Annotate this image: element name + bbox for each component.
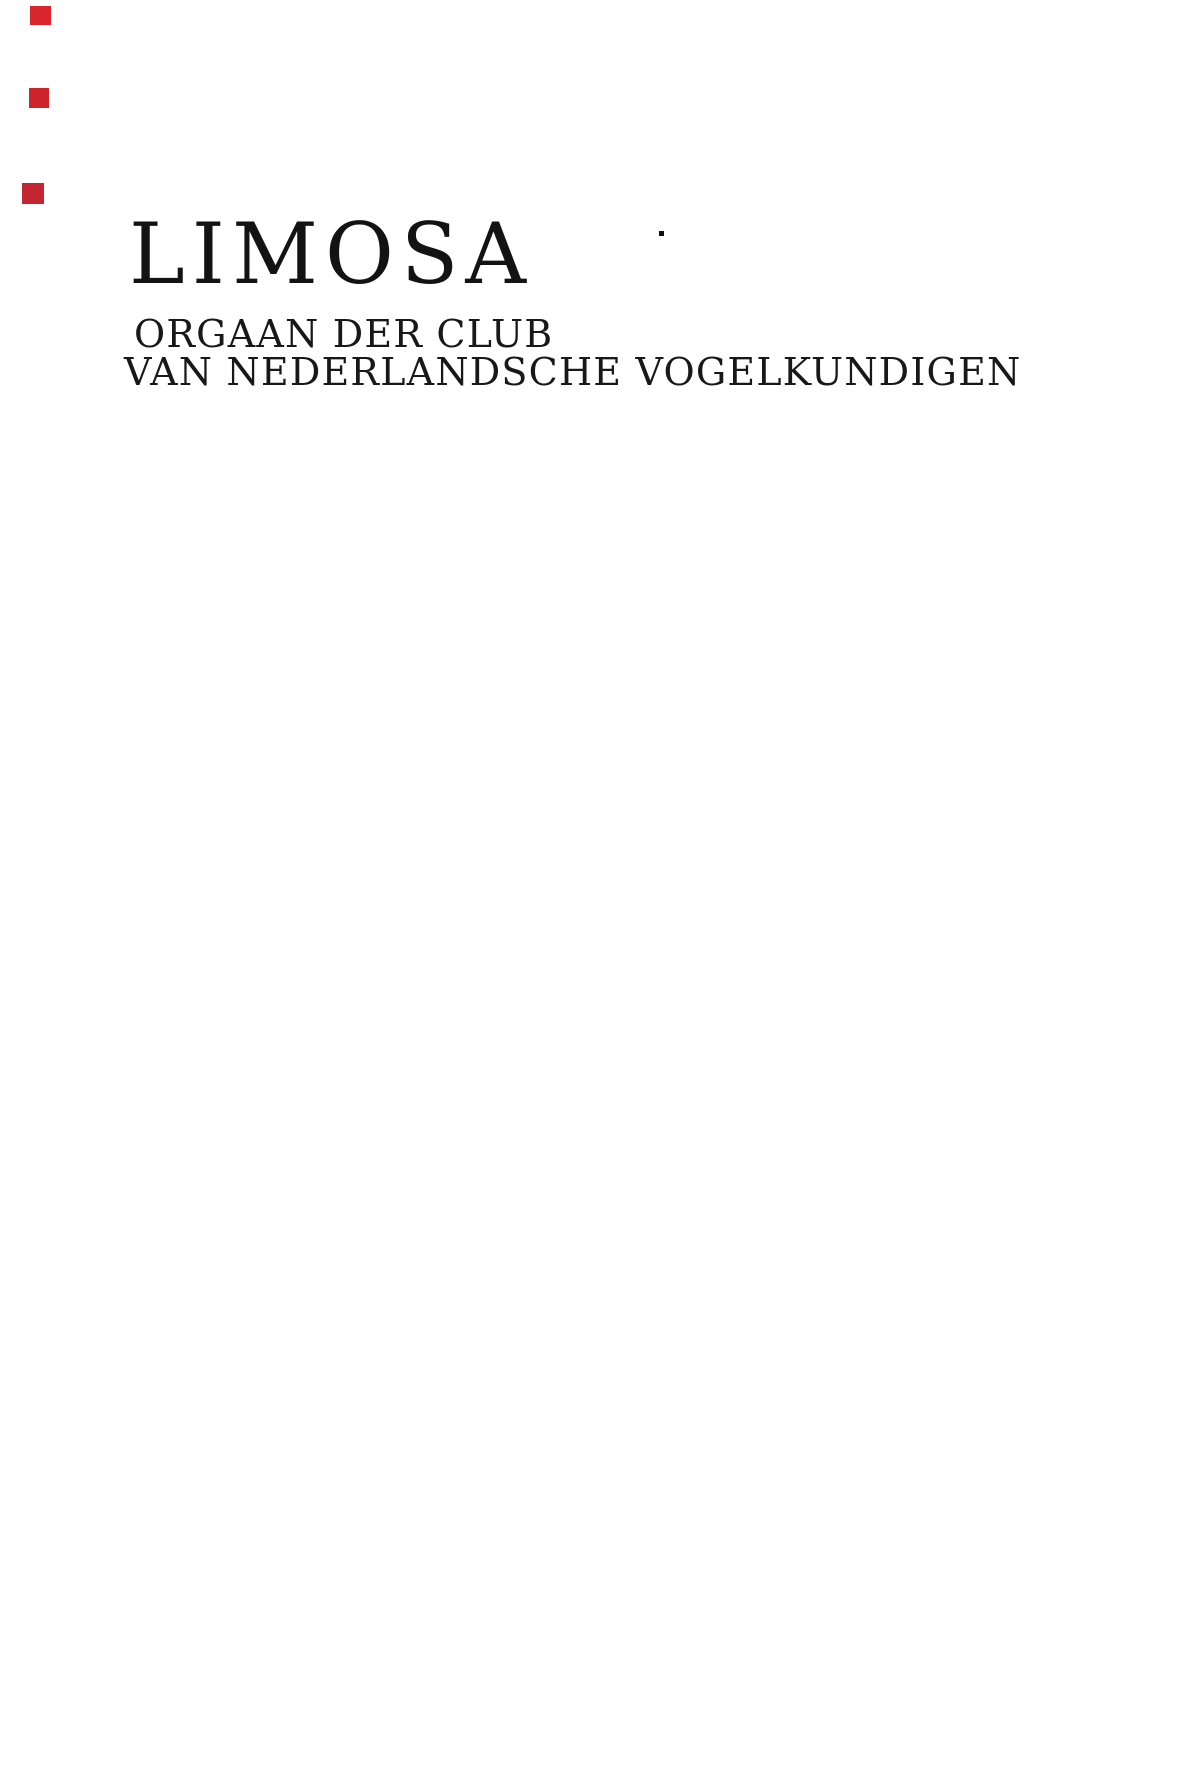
red-scan-mark [29, 88, 49, 108]
journal-subtitle [124, 312, 1022, 394]
ink-dot-artifact [659, 231, 664, 236]
journal-title: LIMOSA [129, 205, 534, 303]
subtitle-line-2: VAN NEDERLANDSCHE VOGELKUNDIGEN [124, 350, 1022, 394]
red-scan-mark [22, 183, 44, 204]
red-scan-mark [30, 6, 51, 25]
subtitle-line-1: ORGAAN DER CLUB [134, 312, 554, 356]
